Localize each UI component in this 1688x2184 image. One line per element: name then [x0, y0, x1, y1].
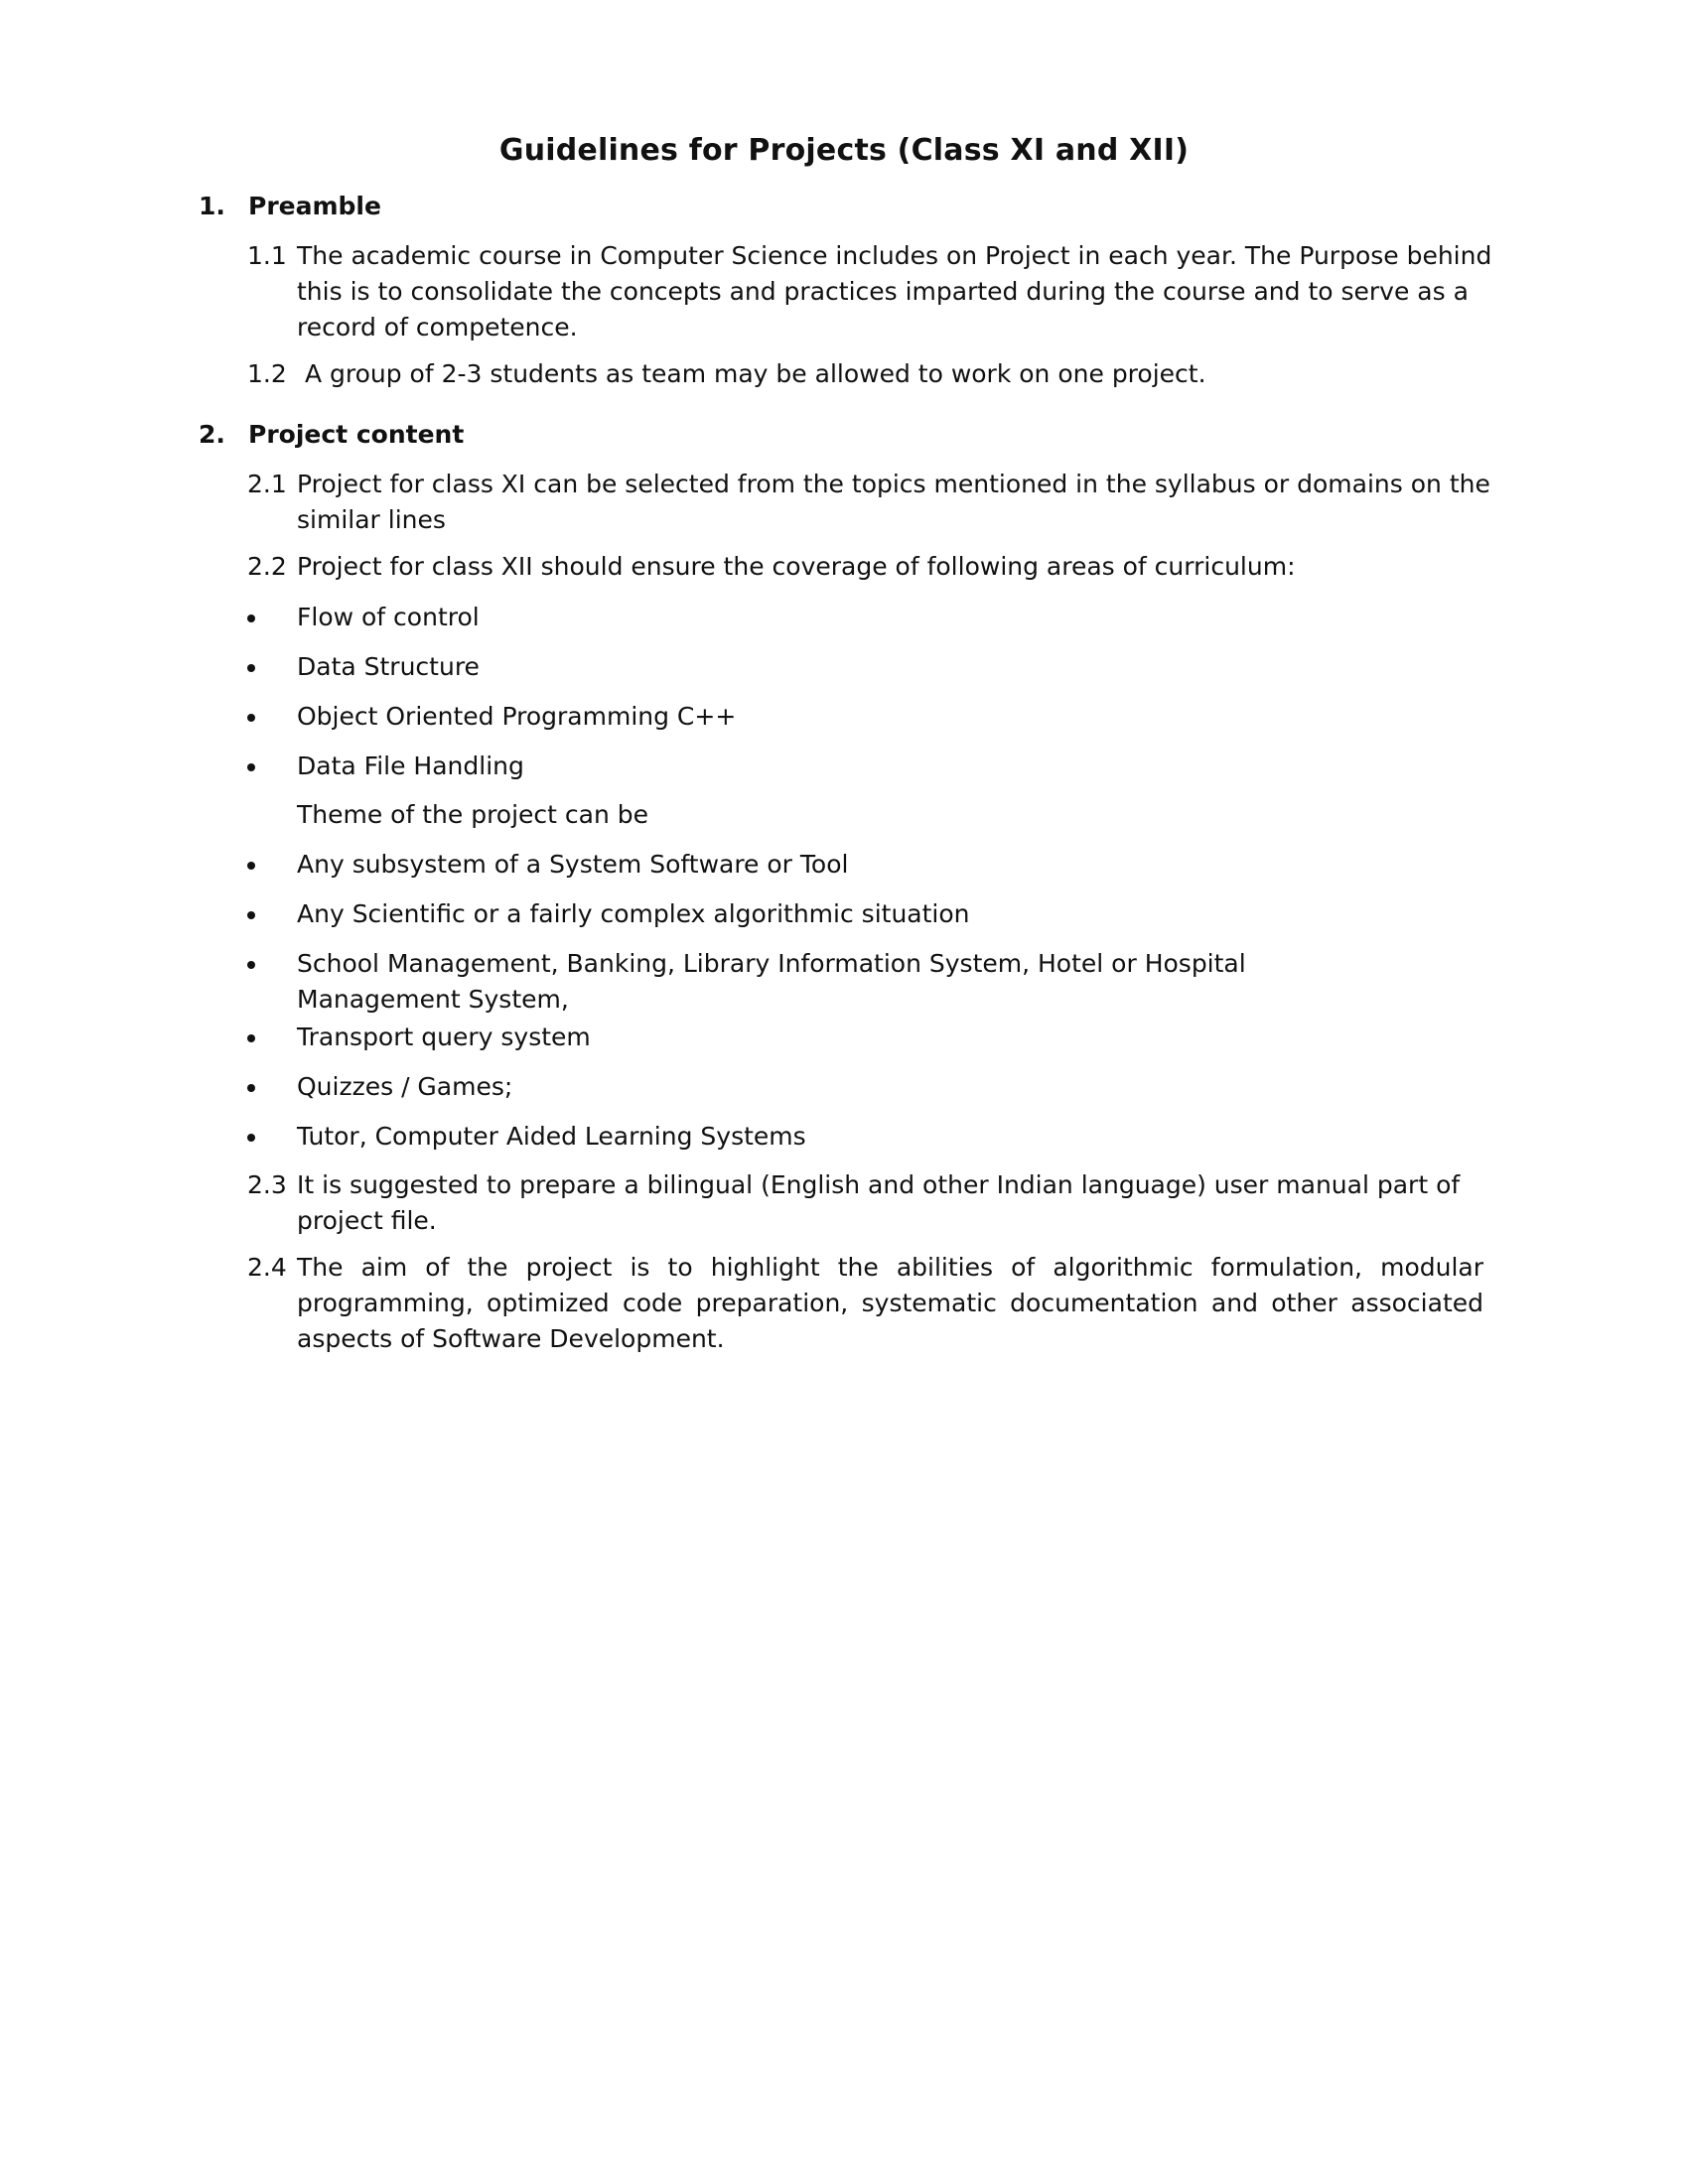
paragraph-2-2	[247, 549, 1513, 585]
list-item	[247, 1119, 1439, 1155]
list-item-text: School Management, Banking, Library Information System, Hotel or Hospital Management System,	[297, 949, 1246, 1014]
paragraph-text: Project for class XI can be selected from the topics mentioned in the syllabus or domains on the similar lines	[297, 470, 1490, 534]
paragraph-number: 2.1	[247, 470, 287, 498]
list-item	[247, 847, 1439, 883]
section-title: Project content	[248, 420, 465, 449]
list-item-text: Quizzes / Games;	[297, 1072, 513, 1101]
bullet-icon	[247, 714, 255, 722]
list-item	[247, 896, 1439, 932]
paragraph-number: 2.2	[247, 552, 287, 581]
bullet-icon	[247, 1084, 255, 1092]
paragraph-number: 1.2	[247, 359, 287, 388]
paragraph-number: 2.4	[247, 1253, 287, 1282]
bullet-icon	[247, 862, 255, 870]
bullet-icon	[247, 1034, 255, 1042]
bullet-icon	[247, 1134, 255, 1142]
bullet-icon	[247, 614, 255, 622]
bullet-icon	[247, 911, 255, 919]
paragraph-text: The academic course in Computer Science includes on Project in each year. The Purpose behind this is to consolidate the concepts and practices imparted during the course and to serve as a record of competence.	[297, 241, 1492, 341]
list-item-text: Tutor, Computer Aided Learning Systems	[297, 1122, 806, 1151]
list-item-text: Transport query system	[297, 1023, 591, 1051]
section-number: 2.	[199, 420, 225, 449]
list-item	[247, 699, 1439, 735]
bullet-icon	[247, 961, 255, 969]
paragraph-1-1	[247, 238, 1513, 345]
bullet-icon	[247, 763, 255, 771]
section-number: 1.	[199, 192, 225, 220]
list-item-text: Flow of control	[297, 603, 480, 631]
list-item-text: Any subsystem of a System Software or Tool	[297, 850, 849, 879]
section-heading-project-content	[199, 417, 464, 453]
paragraph-1-2	[247, 356, 1513, 392]
list-item	[247, 1069, 1439, 1105]
list-item-text: Object Oriented Programming C++	[297, 702, 737, 731]
list-item-text: Data Structure	[297, 652, 480, 681]
list-item	[247, 600, 1439, 635]
list-item	[247, 1020, 1439, 1055]
theme-intro: Theme of the project can be	[297, 800, 649, 829]
list-item	[247, 649, 1439, 685]
list-item-text: Any Scientific or a fairly complex algorithmic situation	[297, 899, 970, 928]
paragraph-text: The aim of the project is to highlight the abilities of algorithmic formulation, modular programming, optimized code preparation, systematic documentation and other associated aspects of Software Development.	[297, 1253, 1483, 1353]
bullet-icon	[247, 664, 255, 672]
section-heading-preamble	[199, 189, 381, 224]
paragraph-number: 2.3	[247, 1170, 287, 1199]
list-item	[247, 749, 1439, 784]
paragraph-2-3	[247, 1167, 1513, 1239]
paragraph-2-4	[247, 1250, 1483, 1357]
list-item-text: Data File Handling	[297, 751, 524, 780]
page-title: Guidelines for Projects (Class XI and XII)	[498, 133, 1190, 168]
list-item	[247, 946, 1369, 1018]
paragraph-2-1	[247, 467, 1513, 538]
section-title: Preamble	[248, 192, 381, 220]
paragraph-text: It is suggested to prepare a bilingual (English and other Indian language) user manual part of project file.	[297, 1170, 1461, 1235]
paragraph-text: A group of 2-3 students as team may be allowed to work on one project.	[297, 359, 1206, 388]
paragraph-text: Project for class XII should ensure the coverage of following areas of curriculum:	[297, 552, 1296, 581]
paragraph-number: 1.1	[247, 241, 287, 270]
